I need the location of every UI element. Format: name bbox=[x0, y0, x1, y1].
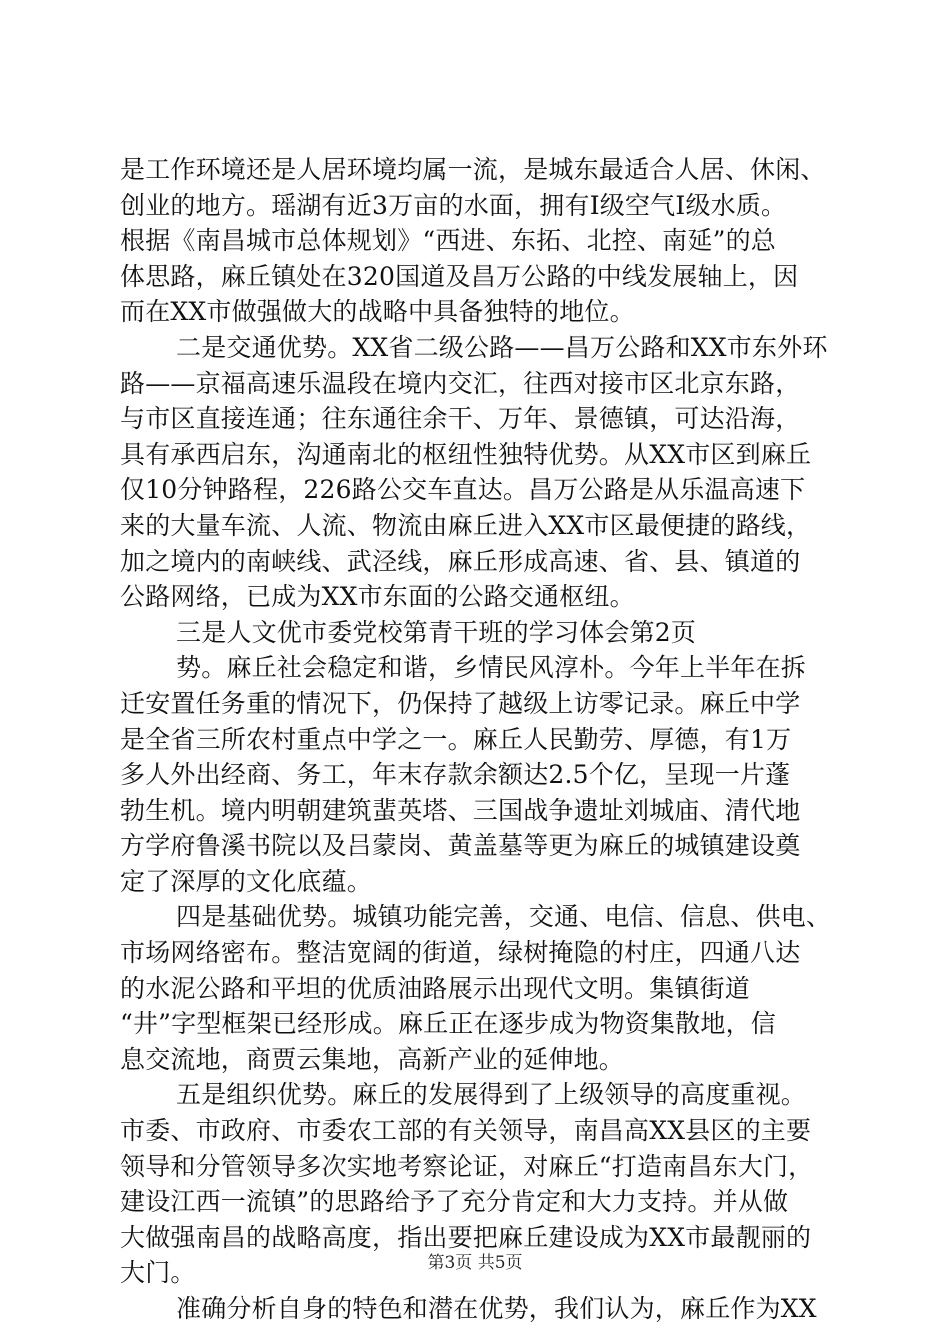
text-line: 大做强南昌的战略高度，指出要把麻丘建设成为XX市最靓丽的 bbox=[120, 1222, 812, 1252]
text-line: 五是组织优势。麻丘的发展得到了上级领导的高度重视。 bbox=[176, 1080, 807, 1110]
text-line: 建设江西一流镇”的思路给予了充分肯定和大力支持。并从做 bbox=[120, 1187, 789, 1217]
text-line: 息交流地，商贾云集地，高新产业的延伸地。 bbox=[120, 1044, 625, 1074]
text-line: 勃生机。境内明朝建筑蜚英塔、三国战争遗址刘城庙、清代地 bbox=[120, 795, 801, 825]
text-line: 准确分析自身的特色和潜在优势，我们认为，麻丘作为XX bbox=[176, 1294, 817, 1323]
text-line: 市委、市政府、市委农工部的有关领导，南昌高XX县区的主要 bbox=[120, 1116, 812, 1146]
text-line: 路——京福高速乐温段在境内交汇，往西对接市区北京东路， bbox=[120, 368, 801, 398]
text-line: 而在XX市做强做大的战略中具备独特的地位。 bbox=[120, 297, 635, 327]
text-line: 公路网络，已成为XX市东面的公路交通枢纽。 bbox=[120, 582, 635, 612]
text-line: 具有承西启东，沟通南北的枢纽性独特优势。从XX市区到麻丘 bbox=[120, 439, 812, 469]
text-line: 与市区直接连通；往东通往余干、万年、景德镇，可达沿海， bbox=[120, 404, 801, 434]
text-line: 加之境内的南峡线、武泾线，麻丘形成高速、省、县、镇道的 bbox=[120, 546, 801, 576]
document-body bbox=[120, 152, 835, 1327]
text-line: 三是人文优市委党校第青干班的学习体会第2页 bbox=[176, 617, 697, 647]
text-line: 多人外出经商、务工，年末存款余额达2.5个亿，呈现一片蓬 bbox=[120, 760, 791, 790]
text-line: 领导和分管领导多次实地考察论证，对麻丘“打造南昌东大门， bbox=[120, 1151, 814, 1181]
text-line: 大门。 bbox=[120, 1258, 196, 1288]
text-line: 市场网络密布。整洁宽阔的街道，绿树掩隐的村庄，四通八达 bbox=[120, 938, 801, 968]
text-line: 来的大量车流、人流、物流由麻丘进入XX市区最便捷的路线， bbox=[120, 510, 812, 540]
page-footer: 第3页 共5页 bbox=[427, 1253, 523, 1273]
text-line: 四是基础优势。城镇功能完善，交通、电信、信息、供电、 bbox=[176, 902, 832, 932]
text-line: 根据《南昌城市总体规划》“西进、东拓、北控、南延”的总 bbox=[120, 226, 776, 256]
text-line: 的水泥公路和平坦的优质油路展示出现代文明。集镇街道 bbox=[120, 973, 751, 1003]
text-line: “井”字型框架已经形成。麻丘正在逐步成为物资集散地，信 bbox=[120, 1009, 776, 1039]
text-line: 势。麻丘社会稳定和谐，乡情民风淳朴。今年上半年在拆 bbox=[176, 653, 807, 683]
text-line: 是全省三所农村重点中学之一。麻丘人民勤劳、厚德，有1万 bbox=[120, 724, 792, 754]
text-line: 迁安置任务重的情况下，仍保持了越级上访零记录。麻丘中学 bbox=[120, 688, 801, 718]
text-line: 二是交通优势。XX省二级公路——昌万公路和XX市东外环 bbox=[176, 332, 828, 362]
text-line: 体思路，麻丘镇处在320国道及昌万公路的中线发展轴上，因 bbox=[120, 261, 799, 291]
text-line: 创业的地方。瑶湖有近3万亩的水面，拥有Ⅰ级空气Ⅰ级水质。 bbox=[120, 190, 787, 220]
text-line: 仅10分钟路程，226路公交车直达。昌万公路是从乐温高速下 bbox=[120, 475, 806, 505]
text-line: 方学府鲁溪书院以及吕蒙岗、黄盖墓等更为麻丘的城镇建设奠 bbox=[120, 831, 801, 861]
text-line: 是工作环境还是人居环境均属一流，是城东最适合人居、休闲、 bbox=[120, 155, 826, 184]
text-line: 定了深厚的文化底蕴。 bbox=[120, 866, 373, 896]
